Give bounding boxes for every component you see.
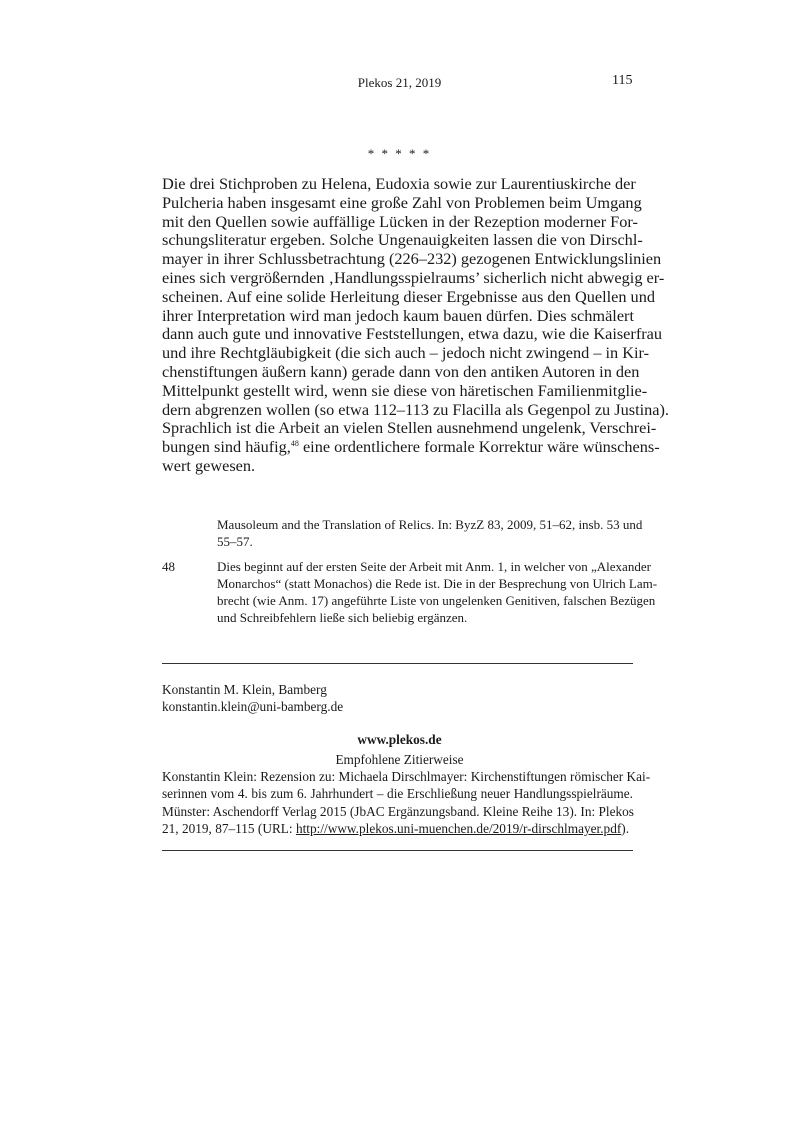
- footnote-number: 48: [162, 559, 175, 574]
- citation-text: ).: [621, 820, 630, 836]
- body-line: schungsliteratur ergeben. Solche Ungenauigkeiten lassen die von Dirschl-: [162, 230, 643, 250]
- page-number: 115: [612, 73, 633, 88]
- citation-heading: Empfohlene Zitierweise: [335, 752, 464, 767]
- body-line: dann auch gute und innovative Feststellungen, etwa dazu, wie die Kaiserfrau: [162, 324, 663, 344]
- body-line: ihrer Interpretation wird man jedoch kaum bauen dürfen. Dies schmälert: [162, 305, 634, 325]
- body-line: Die drei Stichproben zu Helena, Eudoxia sowie zur Laurentiuskirche der: [162, 174, 636, 193]
- footnote-ref-48[interactable]: 48: [290, 439, 299, 449]
- author-name: Konstantin M. Klein, Bamberg: [162, 682, 327, 697]
- footnote-line: Dies beginnt auf der ersten Seite der Arbeit mit Anm. 1, in welcher von „Alexander: [217, 559, 651, 574]
- body-line: wert gewesen.: [162, 455, 256, 475]
- citation-text: 21, 2019, 87–115 (URL:: [162, 820, 296, 836]
- section-separator: * * * * *: [367, 146, 432, 161]
- citation-url-link[interactable]: http://www.plekos.uni-muenchen.de/2019/r-dirschlmayer.pdf: [295, 820, 622, 836]
- citation-line: serinnen vom 4. bis zum 6. Jahrhundert – die Erschließung neuer Handlungsspielräume.: [162, 786, 633, 802]
- footnote-line: Mausoleum and the Translation of Relics. In: ByzZ 83, 2009, 51–62, insb. 53 und: [217, 517, 643, 532]
- body-line: chenstiftungen äußern kann) gerade dann von den antiken Autoren in den: [162, 361, 640, 381]
- footnote-continuation: [217, 516, 643, 550]
- body-line: [162, 437, 660, 457]
- body-line: eines sich vergrößernden ‚Handlungsspielraums’ sicherlich nicht abwegig er-: [162, 267, 665, 287]
- body-line: mit den Quellen sowie auffällige Lücken in der Rezeption moderner For-: [162, 211, 638, 231]
- body-line: scheinen. Auf eine solide Herleitung dieser Ergebnisse aus den Quellen und: [162, 286, 655, 306]
- body-line: Pulcheria haben insgesamt eine große Zahl von Problemen beim Umgang: [162, 192, 642, 212]
- footnote-line: 55–57.: [217, 534, 253, 549]
- footnote-line: brecht (wie Anm. 17) angeführte Liste von ungelenken Genitiven, falschen Bezügen: [217, 593, 656, 608]
- divider: [162, 663, 633, 664]
- divider: [162, 850, 633, 851]
- running-head: Plekos 21, 2019: [357, 75, 442, 90]
- body-line: Mittelpunkt gestellt wird, wenn sie diese von häretischen Familienmitglie-: [162, 380, 648, 400]
- citation-block: [162, 768, 651, 837]
- body-line: dern abgrenzen wollen (so etwa 112–113 zu Flacilla als Gegenpol zu Justina).: [162, 399, 669, 419]
- author-block: [162, 681, 343, 716]
- body-text: eine ordentlichere formale Korrektur wäre wünschens-: [298, 437, 660, 457]
- body-paragraph: [162, 174, 669, 476]
- citation-line: Münster: Aschendorff Verlag 2015 (JbAC Ergänzungsband. Kleine Reihe 13). In: Plekos: [162, 803, 634, 819]
- body-line: Sprachlich ist die Arbeit an vielen Stellen ausnehmend ungelenk, Verschrei-: [162, 418, 657, 438]
- footnote-48: [217, 558, 658, 626]
- citation-line: Konstantin Klein: Rezension zu: Michaela Dirschlmayer: Kirchenstiftungen römischer Kai-: [162, 769, 651, 784]
- body-line: mayer in ihrer Schlussbetrachtung (226–232) gezogenen Entwicklungslinien: [162, 249, 662, 269]
- site-link[interactable]: www.plekos.de: [357, 732, 442, 747]
- footnote-line: und Schreibfehlern ließe sich beliebig ergänzen.: [217, 610, 468, 625]
- footnote-line: Monarchos“ (statt Monachos) die Rede ist. Die in der Besprechung von Ulrich Lam-: [217, 576, 658, 591]
- citation-line: [162, 820, 633, 837]
- body-text: bungen sind häufig,: [162, 437, 291, 457]
- body-line: und ihre Rechtgläubigkeit (die sich auch – jedoch nicht zwingend – in Kir-: [162, 343, 650, 363]
- author-email[interactable]: konstantin.klein@uni-bamberg.de: [162, 699, 344, 715]
